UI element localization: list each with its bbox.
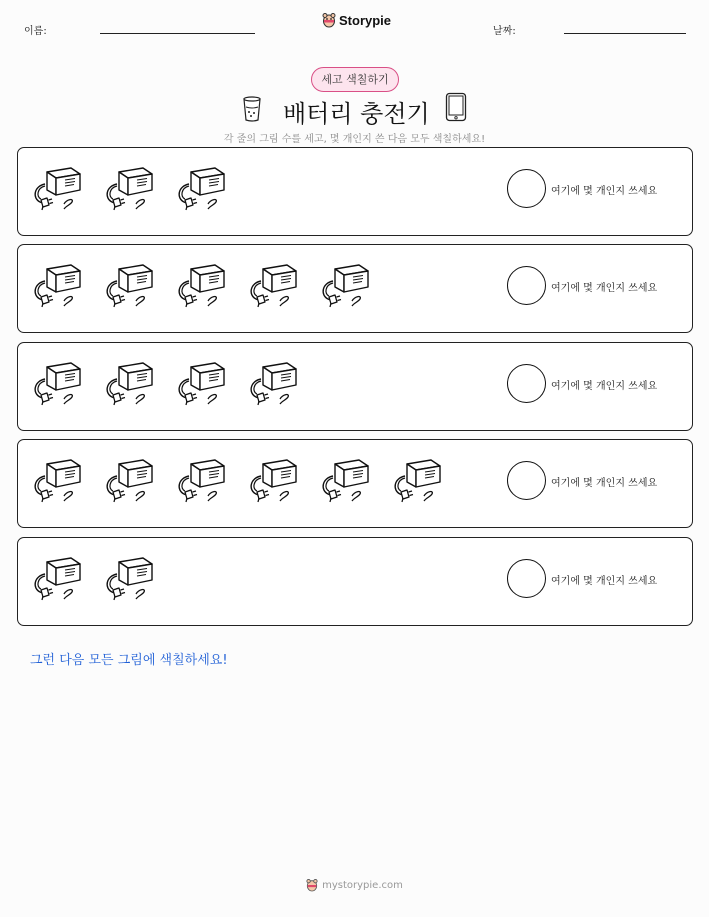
storypie-mascot-icon: [322, 12, 336, 28]
battery-charger-icon[interactable]: [174, 456, 227, 506]
worksheet-header: [0, 0, 709, 50]
tablet-icon: [445, 92, 467, 122]
battery-charger-icon[interactable]: [390, 456, 443, 506]
count-row: [17, 244, 693, 333]
row-pictures: [30, 359, 299, 409]
answer-circle[interactable]: [507, 461, 546, 500]
answer-label: 여기에 몇 개인지 쓰세요: [551, 186, 658, 197]
answer-circle[interactable]: [507, 169, 546, 208]
battery-charger-icon[interactable]: [102, 164, 155, 214]
battery-charger-icon[interactable]: [30, 261, 83, 311]
glass-icon: [241, 95, 263, 123]
answer-circle[interactable]: [507, 364, 546, 403]
battery-charger-icon[interactable]: [246, 261, 299, 311]
date-label: 날짜:: [493, 26, 516, 37]
battery-charger-icon[interactable]: [246, 456, 299, 506]
title-row: [0, 92, 709, 126]
battery-charger-icon[interactable]: [318, 456, 371, 506]
answer-circle[interactable]: [507, 559, 546, 598]
answer-label: 여기에 몇 개인지 쓰세요: [551, 478, 658, 489]
battery-charger-icon[interactable]: [30, 359, 83, 409]
battery-charger-icon[interactable]: [174, 261, 227, 311]
instruction-text: 각 줄의 그림 수를 세고, 몇 개인지 쓴 다음 모두 색칠하세요!: [223, 134, 486, 145]
answer-label: 여기에 몇 개인지 쓰세요: [551, 283, 658, 294]
battery-charger-icon[interactable]: [30, 554, 83, 604]
name-label: 이름:: [24, 26, 47, 37]
final-instruction: 그런 다음 모든 그림에 색칠하세요!: [30, 653, 228, 668]
count-row: [17, 147, 693, 236]
row-pictures: [30, 164, 227, 214]
footer: [0, 878, 709, 892]
count-row: [17, 439, 693, 528]
count-row: [17, 342, 693, 431]
row-pictures: [30, 261, 371, 311]
battery-charger-icon[interactable]: [30, 164, 83, 214]
battery-charger-icon[interactable]: [30, 456, 83, 506]
battery-charger-icon[interactable]: [102, 554, 155, 604]
storypie-mascot-icon: [306, 878, 318, 892]
battery-charger-icon[interactable]: [246, 359, 299, 409]
battery-charger-icon[interactable]: [318, 261, 371, 311]
brand-name: Storypie: [339, 12, 392, 28]
battery-charger-icon[interactable]: [174, 164, 227, 214]
name-field-line[interactable]: [100, 33, 255, 34]
count-row: [17, 537, 693, 626]
battery-charger-icon[interactable]: [174, 359, 227, 409]
answer-label: 여기에 몇 개인지 쓰세요: [551, 576, 658, 587]
battery-charger-icon[interactable]: [102, 456, 155, 506]
answer-circle[interactable]: [507, 266, 546, 305]
date-field-line[interactable]: [564, 33, 686, 34]
brand-logo: [322, 12, 391, 28]
activity-badge: 세고 색칠하기: [311, 67, 399, 92]
page-title: 배터리 충전기: [283, 100, 430, 128]
row-pictures: [30, 456, 443, 506]
answer-label: 여기에 몇 개인지 쓰세요: [551, 381, 658, 392]
row-pictures: [30, 554, 155, 604]
battery-charger-icon[interactable]: [102, 261, 155, 311]
footer-url[interactable]: mystorypie.com: [322, 879, 403, 891]
battery-charger-icon[interactable]: [102, 359, 155, 409]
